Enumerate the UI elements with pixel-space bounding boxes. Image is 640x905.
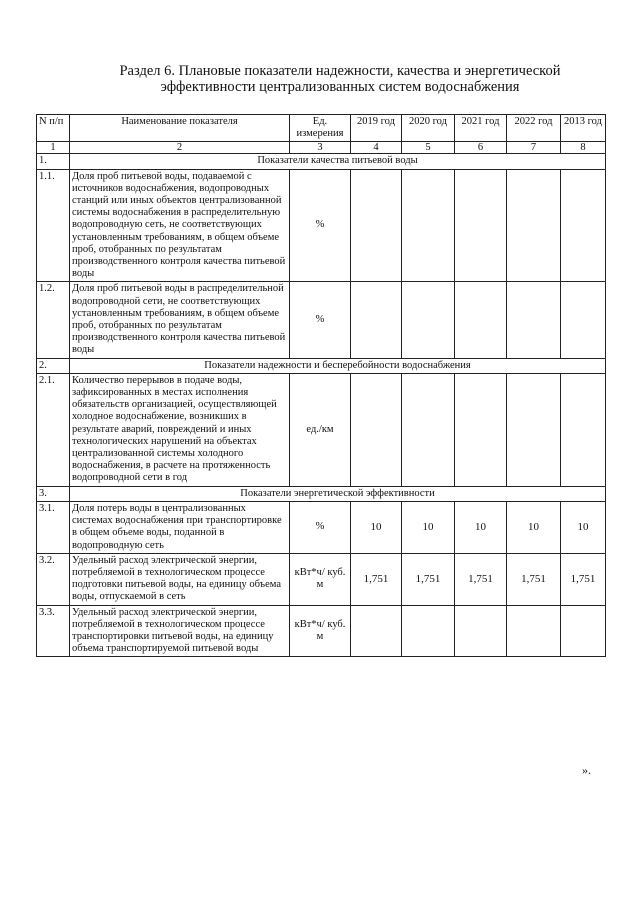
indicator-value: [351, 373, 402, 486]
header-year-2022: 2022 год: [507, 115, 561, 142]
indicator-value: 1,751: [561, 553, 606, 605]
indicator-unit: %: [290, 169, 351, 282]
indicator-name: Удельный расход электрической энергии, потребляемой в технологическом процессе подготовки питьевой воды, на единицу объема воды, отпускаемой в сеть: [70, 553, 290, 605]
header-name: Наименование показателя: [70, 115, 290, 142]
indicator-number: 1.2.: [37, 282, 70, 358]
section-number: 3.: [37, 486, 70, 501]
indicator-value: 1,751: [455, 553, 507, 605]
section-number: 1.: [37, 154, 70, 169]
indicator-value: [561, 282, 606, 358]
indicator-value: [455, 169, 507, 282]
indicator-value: 1,751: [351, 553, 402, 605]
indicator-number: 2.1.: [37, 373, 70, 486]
indicator-row: [37, 605, 606, 657]
indicator-unit: ед./км: [290, 373, 351, 486]
indicator-value: [507, 605, 561, 657]
colnum-5: 5: [402, 142, 455, 154]
indicator-value: [507, 373, 561, 486]
indicator-unit: кВт*ч/ куб. м: [290, 553, 351, 605]
indicator-value: [351, 282, 402, 358]
title-line-2: эффективности централизованных систем водоснабжения: [160, 79, 520, 95]
title-line-1: Раздел 6. Плановые показатели надежности, качества и энергетической: [119, 63, 561, 79]
indicator-value: [351, 169, 402, 282]
indicator-unit: кВт*ч/ куб. м: [290, 605, 351, 657]
indicator-name: Доля проб питьевой воды в распределительной водопроводной сети, не соответствующих установленным требованиям, в общем объеме проб, отобранных по результатам производственного контроля качества питьевой воды: [70, 282, 290, 358]
indicators-table: [36, 114, 606, 657]
indicator-value: 10: [561, 501, 606, 553]
indicator-name: Количество перерывов в подаче воды, зафиксированных в местах исполнения обязательств организацией, осуществляющей холодное водоснабжение, возникших в результате аварий, повреждений и иных технологических нарушений на объектах централизованной системы холодного водоснабжения, в расчете на протяженность водопроводной сети в год: [70, 373, 290, 486]
indicator-row: [37, 373, 606, 486]
indicator-name: Удельный расход электрической энергии, потребляемой в технологическом процессе транспортировки питьевой воды, на единицу объема транспортируемой питьевой воды: [70, 605, 290, 657]
colnum-2: 2: [70, 142, 290, 154]
colnum-8: 8: [561, 142, 606, 154]
indicator-value: [507, 282, 561, 358]
indicator-value: [455, 373, 507, 486]
indicator-value: 10: [351, 501, 402, 553]
indicator-value: [402, 169, 455, 282]
section-row: [37, 154, 606, 169]
column-number-row: [37, 142, 606, 154]
indicator-value: [402, 373, 455, 486]
indicator-value: [507, 169, 561, 282]
indicator-unit: %: [290, 282, 351, 358]
header-year-2020: 2020 год: [402, 115, 455, 142]
indicator-value: [561, 169, 606, 282]
header-year-2013: 2013 год: [561, 115, 606, 142]
indicator-value: [402, 282, 455, 358]
colnum-1: 1: [37, 142, 70, 154]
section-title: Показатели качества питьевой воды: [70, 154, 606, 169]
indicator-name: Доля проб питьевой воды, подаваемой с источников водоснабжения, водопроводных станций или иных объектов централизованной системы водоснабжения в распределительную водопроводную сеть, не соответствующих установленным требованиям, в общем объеме проб, отобранных по результатам производственного контроля качества питьевой воды: [70, 169, 290, 282]
indicator-row: [37, 282, 606, 358]
indicator-value: 10: [455, 501, 507, 553]
indicator-number: 3.1.: [37, 501, 70, 553]
indicator-row: [37, 169, 606, 282]
header-row: [37, 115, 606, 142]
indicator-value: [561, 373, 606, 486]
header-unit: Ед. измерения: [290, 115, 351, 142]
colnum-4: 4: [351, 142, 402, 154]
indicator-number: 1.1.: [37, 169, 70, 282]
indicator-value: [455, 605, 507, 657]
header-year-2019: 2019 год: [351, 115, 402, 142]
closing-quote: ».: [582, 763, 591, 777]
colnum-7: 7: [507, 142, 561, 154]
indicator-number: 3.2.: [37, 553, 70, 605]
indicator-value: 10: [507, 501, 561, 553]
indicator-value: 10: [402, 501, 455, 553]
section-number: 2.: [37, 358, 70, 373]
indicator-row: [37, 553, 606, 605]
section-row: [37, 358, 606, 373]
header-year-2021: 2021 год: [455, 115, 507, 142]
table-body: [37, 115, 606, 657]
header-num: N п/п: [37, 115, 70, 142]
colnum-3: 3: [290, 142, 351, 154]
indicator-value: 1,751: [402, 553, 455, 605]
document-title: [60, 63, 620, 95]
indicator-value: [561, 605, 606, 657]
colnum-6: 6: [455, 142, 507, 154]
indicator-row: [37, 501, 606, 553]
indicator-value: [455, 282, 507, 358]
indicator-value: [402, 605, 455, 657]
indicator-value: 1,751: [507, 553, 561, 605]
indicator-value: [351, 605, 402, 657]
section-title: Показатели надежности и бесперебойности водоснабжения: [70, 358, 606, 373]
indicator-number: 3.3.: [37, 605, 70, 657]
indicator-unit: %: [290, 501, 351, 553]
section-title: Показатели энергетической эффективности: [70, 486, 606, 501]
section-row: [37, 486, 606, 501]
indicator-name: Доля потерь воды в централизованных системах водоснабжения при транспортировке в общем объеме воды, поданной в водопроводную сеть: [70, 501, 290, 553]
